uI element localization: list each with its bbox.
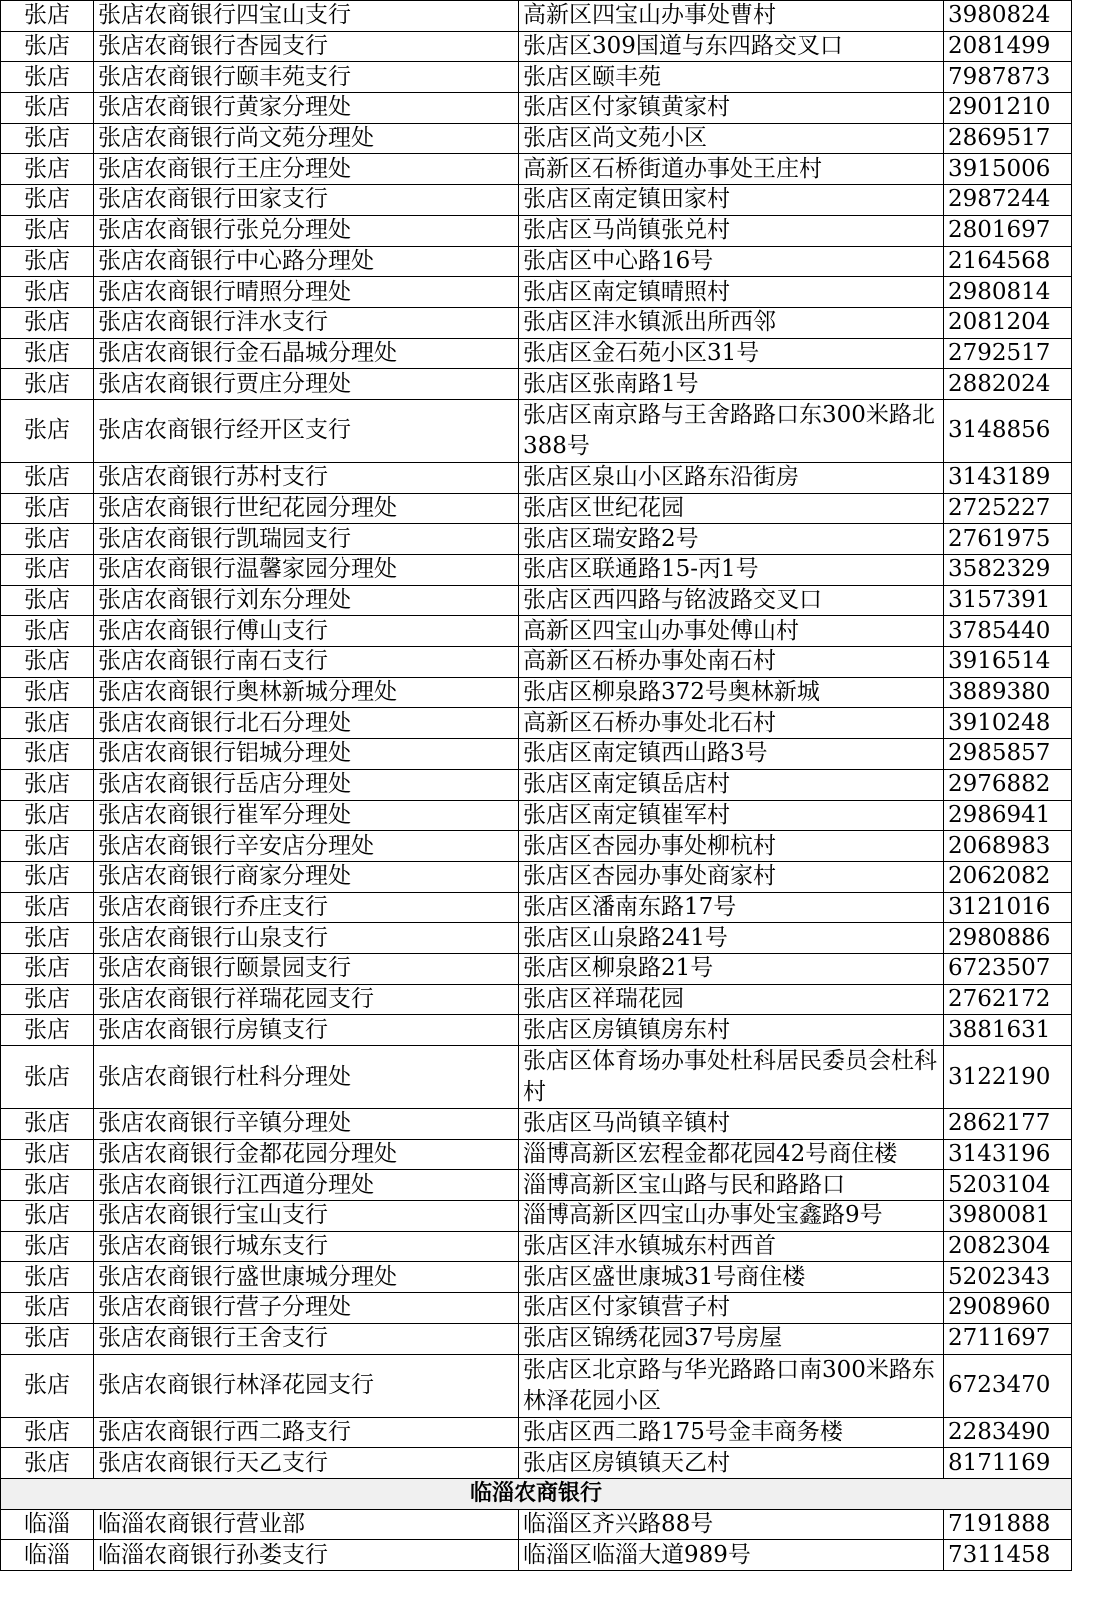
- address-cell: 淄博高新区宏程金都花园42号商住楼: [519, 1139, 944, 1170]
- district-cell: 张店: [1, 338, 94, 369]
- branch-name-cell: 张店农商银行天乙支行: [94, 1448, 519, 1479]
- phone-cell: 2283490: [944, 1417, 1072, 1448]
- branch-name-cell: 张店农商银行城东支行: [94, 1231, 519, 1262]
- address-cell: 张店区北京路与华光路路口南300米路东林泽花园小区: [519, 1354, 944, 1417]
- phone-cell: 3582329: [944, 555, 1072, 586]
- branch-name-cell: 张店农商银行杜科分理处: [94, 1046, 519, 1109]
- phone-cell: 3915006: [944, 154, 1072, 185]
- table-row: [1, 555, 1072, 586]
- address-cell: 张店区盛世康城31号商住楼: [519, 1262, 944, 1293]
- phone-cell: 2987244: [944, 185, 1072, 216]
- address-cell: 张店区柳泉路21号: [519, 953, 944, 984]
- branch-name-cell: 张店农商银行祥瑞花园支行: [94, 984, 519, 1015]
- district-cell: 张店: [1, 1015, 94, 1046]
- district-cell: 张店: [1, 892, 94, 923]
- table-row: [1, 462, 1072, 493]
- zhangdian-rows: [1, 1, 1072, 1479]
- branch-name-cell: 张店农商银行铝城分理处: [94, 739, 519, 770]
- table-row: [1, 1201, 1072, 1232]
- district-cell: 张店: [1, 1448, 94, 1479]
- address-cell: 张店区柳泉路372号奥林新城: [519, 677, 944, 708]
- district-cell: 张店: [1, 31, 94, 62]
- table-row: [1, 338, 1072, 369]
- phone-cell: 7311458: [944, 1540, 1072, 1571]
- phone-cell: 2792517: [944, 338, 1072, 369]
- branch-name-cell: 张店农商银行傅山支行: [94, 616, 519, 647]
- address-cell: 张店区房镇镇天乙村: [519, 1448, 944, 1479]
- phone-cell: 8171169: [944, 1448, 1072, 1479]
- phone-cell: 2082304: [944, 1231, 1072, 1262]
- district-cell: 张店: [1, 93, 94, 124]
- district-cell: 张店: [1, 677, 94, 708]
- phone-cell: 2062082: [944, 861, 1072, 892]
- branch-name-cell: 张店农商银行江西道分理处: [94, 1170, 519, 1201]
- table-row: [1, 1540, 1072, 1571]
- table-row: [1, 800, 1072, 831]
- district-cell: 张店: [1, 246, 94, 277]
- address-cell: 张店区房镇镇房东村: [519, 1015, 944, 1046]
- address-cell: 张店区杏园办事处柳杭村: [519, 831, 944, 862]
- phone-cell: 2901210: [944, 93, 1072, 124]
- address-cell: 张店区祥瑞花园: [519, 984, 944, 1015]
- district-cell: 张店: [1, 739, 94, 770]
- address-cell: 张店区南定镇晴照村: [519, 277, 944, 308]
- branch-name-cell: 张店农商银行凯瑞园支行: [94, 524, 519, 555]
- district-cell: 张店: [1, 923, 94, 954]
- district-cell: 张店: [1, 984, 94, 1015]
- address-cell: 张店区杏园办事处商家村: [519, 861, 944, 892]
- district-cell: 张店: [1, 1170, 94, 1201]
- branch-name-cell: 临淄农商银行营业部: [94, 1509, 519, 1540]
- table-row: [1, 1323, 1072, 1354]
- phone-cell: 2164568: [944, 246, 1072, 277]
- linzi-rows: [1, 1509, 1072, 1570]
- district-cell: 张店: [1, 1323, 94, 1354]
- phone-cell: 3122190: [944, 1046, 1072, 1109]
- branch-name-cell: 张店农商银行王庄分理处: [94, 154, 519, 185]
- phone-cell: 3121016: [944, 892, 1072, 923]
- phone-cell: 2711697: [944, 1323, 1072, 1354]
- branch-name-cell: 张店农商银行世纪花园分理处: [94, 493, 519, 524]
- address-cell: 高新区四宝山办事处曹村: [519, 1, 944, 32]
- address-cell: 张店区沣水镇城东村西首: [519, 1231, 944, 1262]
- district-cell: 张店: [1, 185, 94, 216]
- branch-name-cell: 张店农商银行金石晶城分理处: [94, 338, 519, 369]
- table-row: [1, 585, 1072, 616]
- table-row: [1, 215, 1072, 246]
- branch-name-cell: 张店农商银行颐景园支行: [94, 953, 519, 984]
- branch-name-cell: 张店农商银行颐丰苑支行: [94, 62, 519, 93]
- address-cell: 张店区马尚镇张兑村: [519, 215, 944, 246]
- branch-name-cell: 张店农商银行田家支行: [94, 185, 519, 216]
- district-cell: 张店: [1, 493, 94, 524]
- branch-name-cell: 张店农商银行苏村支行: [94, 462, 519, 493]
- branch-name-cell: 张店农商银行宝山支行: [94, 1201, 519, 1232]
- phone-cell: 3143189: [944, 462, 1072, 493]
- table-row: [1, 739, 1072, 770]
- table-row: [1, 1262, 1072, 1293]
- table-row: [1, 524, 1072, 555]
- address-cell: 张店区体育场办事处杜科居民委员会杜科村: [519, 1046, 944, 1109]
- phone-cell: 3980081: [944, 1201, 1072, 1232]
- phone-cell: 6723470: [944, 1354, 1072, 1417]
- address-cell: 张店区山泉路241号: [519, 923, 944, 954]
- district-cell: 张店: [1, 399, 94, 462]
- branch-name-cell: 张店农商银行贾庄分理处: [94, 369, 519, 400]
- address-cell: 张店区张南路1号: [519, 369, 944, 400]
- branch-name-cell: 张店农商银行沣水支行: [94, 307, 519, 338]
- table-row: [1, 1, 1072, 32]
- table-row: [1, 93, 1072, 124]
- table-row: [1, 1417, 1072, 1448]
- phone-cell: 3916514: [944, 647, 1072, 678]
- district-cell: 张店: [1, 462, 94, 493]
- district-cell: 张店: [1, 154, 94, 185]
- table-row: [1, 369, 1072, 400]
- table-row: [1, 892, 1072, 923]
- branch-name-cell: 张店农商银行温馨家园分理处: [94, 555, 519, 586]
- table-row: [1, 1015, 1072, 1046]
- phone-cell: 3148856: [944, 399, 1072, 462]
- address-cell: 张店区西四路与铭波路交叉口: [519, 585, 944, 616]
- address-cell: 张店区南定镇西山路3号: [519, 739, 944, 770]
- address-cell: 张店区瑞安路2号: [519, 524, 944, 555]
- phone-cell: 3157391: [944, 585, 1072, 616]
- table-row: [1, 277, 1072, 308]
- district-cell: 张店: [1, 1417, 94, 1448]
- branch-name-cell: 张店农商银行金都花园分理处: [94, 1139, 519, 1170]
- table-row: [1, 861, 1072, 892]
- phone-cell: 3980824: [944, 1, 1072, 32]
- branch-name-cell: 张店农商银行中心路分理处: [94, 246, 519, 277]
- linzi-section: [1, 1478, 1072, 1509]
- phone-cell: 2068983: [944, 831, 1072, 862]
- table-row: [1, 1231, 1072, 1262]
- district-cell: 张店: [1, 307, 94, 338]
- table-row: [1, 984, 1072, 1015]
- district-cell: 张店: [1, 800, 94, 831]
- section-title: 临淄农商银行: [1, 1478, 1072, 1509]
- district-cell: 张店: [1, 62, 94, 93]
- district-cell: 张店: [1, 1293, 94, 1324]
- branch-name-cell: 张店农商银行乔庄支行: [94, 892, 519, 923]
- phone-cell: 2081499: [944, 31, 1072, 62]
- branch-name-cell: 张店农商银行商家分理处: [94, 861, 519, 892]
- table-row: [1, 677, 1072, 708]
- phone-cell: 3881631: [944, 1015, 1072, 1046]
- phone-cell: 3889380: [944, 677, 1072, 708]
- phone-cell: 2762172: [944, 984, 1072, 1015]
- table-row: [1, 953, 1072, 984]
- address-cell: 张店区锦绣花园37号房屋: [519, 1323, 944, 1354]
- address-cell: 张店区金石苑小区31号: [519, 338, 944, 369]
- phone-cell: 3143196: [944, 1139, 1072, 1170]
- table-row: [1, 1109, 1072, 1140]
- address-cell: 高新区石桥办事处北石村: [519, 708, 944, 739]
- table-row: [1, 185, 1072, 216]
- address-cell: 张店区中心路16号: [519, 246, 944, 277]
- branch-name-cell: 临淄农商银行孙娄支行: [94, 1540, 519, 1571]
- address-cell: 淄博高新区四宝山办事处宝鑫路9号: [519, 1201, 944, 1232]
- address-cell: 张店区泉山小区路东沿街房: [519, 462, 944, 493]
- table-row: [1, 1046, 1072, 1109]
- phone-cell: 7987873: [944, 62, 1072, 93]
- branch-name-cell: 张店农商银行四宝山支行: [94, 1, 519, 32]
- phone-cell: 2081204: [944, 307, 1072, 338]
- district-cell: 张店: [1, 524, 94, 555]
- district-cell: 张店: [1, 647, 94, 678]
- branch-name-cell: 张店农商银行崔军分理处: [94, 800, 519, 831]
- branch-name-cell: 张店农商银行王舍支行: [94, 1323, 519, 1354]
- district-cell: 张店: [1, 277, 94, 308]
- district-cell: 张店: [1, 1139, 94, 1170]
- table-row: [1, 62, 1072, 93]
- district-cell: 张店: [1, 215, 94, 246]
- table-row: [1, 769, 1072, 800]
- branch-name-cell: 张店农商银行尚文苑分理处: [94, 123, 519, 154]
- address-cell: 淄博高新区宝山路与民和路路口: [519, 1170, 944, 1201]
- branch-name-cell: 张店农商银行林泽花园支行: [94, 1354, 519, 1417]
- district-cell: 张店: [1, 1231, 94, 1262]
- branch-name-cell: 张店农商银行杏园支行: [94, 31, 519, 62]
- phone-cell: 2986941: [944, 800, 1072, 831]
- branch-name-cell: 张店农商银行黄家分理处: [94, 93, 519, 124]
- branch-name-cell: 张店农商银行晴照分理处: [94, 277, 519, 308]
- table-row: [1, 399, 1072, 462]
- table-row: [1, 1354, 1072, 1417]
- district-cell: 张店: [1, 1, 94, 32]
- address-cell: 张店区南定镇岳店村: [519, 769, 944, 800]
- phone-cell: 3910248: [944, 708, 1072, 739]
- section-header-row: [1, 1478, 1072, 1509]
- phone-cell: 2761975: [944, 524, 1072, 555]
- address-cell: 临淄区齐兴路88号: [519, 1509, 944, 1540]
- phone-cell: 7191888: [944, 1509, 1072, 1540]
- table-row: [1, 1509, 1072, 1540]
- address-cell: 高新区石桥街道办事处王庄村: [519, 154, 944, 185]
- phone-cell: 2869517: [944, 123, 1072, 154]
- table-row: [1, 154, 1072, 185]
- district-cell: 张店: [1, 1046, 94, 1109]
- address-cell: 张店区马尚镇辛镇村: [519, 1109, 944, 1140]
- address-cell: 张店区南京路与王舍路路口东300米路北388号: [519, 399, 944, 462]
- phone-cell: 2801697: [944, 215, 1072, 246]
- branch-name-cell: 张店农商银行房镇支行: [94, 1015, 519, 1046]
- phone-cell: 5203104: [944, 1170, 1072, 1201]
- address-cell: 张店区309国道与东四路交叉口: [519, 31, 944, 62]
- district-cell: 张店: [1, 369, 94, 400]
- phone-cell: 2980886: [944, 923, 1072, 954]
- address-cell: 张店区西二路175号金丰商务楼: [519, 1417, 944, 1448]
- district-cell: 张店: [1, 861, 94, 892]
- table-row: [1, 123, 1072, 154]
- address-cell: 张店区南定镇田家村: [519, 185, 944, 216]
- address-cell: 张店区沣水镇派出所西邻: [519, 307, 944, 338]
- district-cell: 张店: [1, 769, 94, 800]
- phone-cell: 2908960: [944, 1293, 1072, 1324]
- address-cell: 临淄区临淄大道989号: [519, 1540, 944, 1571]
- district-cell: 张店: [1, 123, 94, 154]
- district-cell: 张店: [1, 555, 94, 586]
- table-row: [1, 1139, 1072, 1170]
- table-row: [1, 647, 1072, 678]
- branch-name-cell: 张店农商银行辛镇分理处: [94, 1109, 519, 1140]
- phone-cell: 5202343: [944, 1262, 1072, 1293]
- table-row: [1, 307, 1072, 338]
- table-row: [1, 1170, 1072, 1201]
- address-cell: 张店区潘南东路17号: [519, 892, 944, 923]
- table-row: [1, 1448, 1072, 1479]
- branch-name-cell: 张店农商银行奥林新城分理处: [94, 677, 519, 708]
- branch-name-cell: 张店农商银行刘东分理处: [94, 585, 519, 616]
- table-row: [1, 493, 1072, 524]
- district-cell: 张店: [1, 1109, 94, 1140]
- branch-name-cell: 张店农商银行西二路支行: [94, 1417, 519, 1448]
- district-cell: 张店: [1, 953, 94, 984]
- address-cell: 张店区付家镇营子村: [519, 1293, 944, 1324]
- branch-name-cell: 张店农商银行盛世康城分理处: [94, 1262, 519, 1293]
- district-cell: 张店: [1, 585, 94, 616]
- phone-cell: 2862177: [944, 1109, 1072, 1140]
- branch-name-cell: 张店农商银行经开区支行: [94, 399, 519, 462]
- table-row: [1, 831, 1072, 862]
- district-cell: 临淄: [1, 1509, 94, 1540]
- table-row: [1, 708, 1072, 739]
- table-row: [1, 31, 1072, 62]
- phone-cell: 2976882: [944, 769, 1072, 800]
- address-cell: 张店区联通路15-丙1号: [519, 555, 944, 586]
- branch-name-cell: 张店农商银行南石支行: [94, 647, 519, 678]
- phone-cell: 2980814: [944, 277, 1072, 308]
- district-cell: 张店: [1, 831, 94, 862]
- phone-cell: 2725227: [944, 493, 1072, 524]
- address-cell: 张店区世纪花园: [519, 493, 944, 524]
- district-cell: 张店: [1, 1201, 94, 1232]
- district-cell: 张店: [1, 1354, 94, 1417]
- district-cell: 张店: [1, 616, 94, 647]
- district-cell: 张店: [1, 708, 94, 739]
- address-cell: 高新区石桥办事处南石村: [519, 647, 944, 678]
- table-row: [1, 616, 1072, 647]
- address-cell: 张店区尚文苑小区: [519, 123, 944, 154]
- district-cell: 张店: [1, 1262, 94, 1293]
- address-cell: 张店区付家镇黄家村: [519, 93, 944, 124]
- branch-name-cell: 张店农商银行岳店分理处: [94, 769, 519, 800]
- branch-name-cell: 张店农商银行山泉支行: [94, 923, 519, 954]
- branch-name-cell: 张店农商银行张兑分理处: [94, 215, 519, 246]
- table-row: [1, 923, 1072, 954]
- phone-cell: 2985857: [944, 739, 1072, 770]
- district-cell: 临淄: [1, 1540, 94, 1571]
- branch-name-cell: 张店农商银行辛安店分理处: [94, 831, 519, 862]
- address-cell: 张店区颐丰苑: [519, 62, 944, 93]
- table-row: [1, 1293, 1072, 1324]
- table-row: [1, 246, 1072, 277]
- address-cell: 张店区南定镇崔军村: [519, 800, 944, 831]
- branch-name-cell: 张店农商银行营子分理处: [94, 1293, 519, 1324]
- branch-name-cell: 张店农商银行北石分理处: [94, 708, 519, 739]
- phone-cell: 2882024: [944, 369, 1072, 400]
- phone-cell: 6723507: [944, 953, 1072, 984]
- phone-cell: 3785440: [944, 616, 1072, 647]
- address-cell: 高新区四宝山办事处傅山村: [519, 616, 944, 647]
